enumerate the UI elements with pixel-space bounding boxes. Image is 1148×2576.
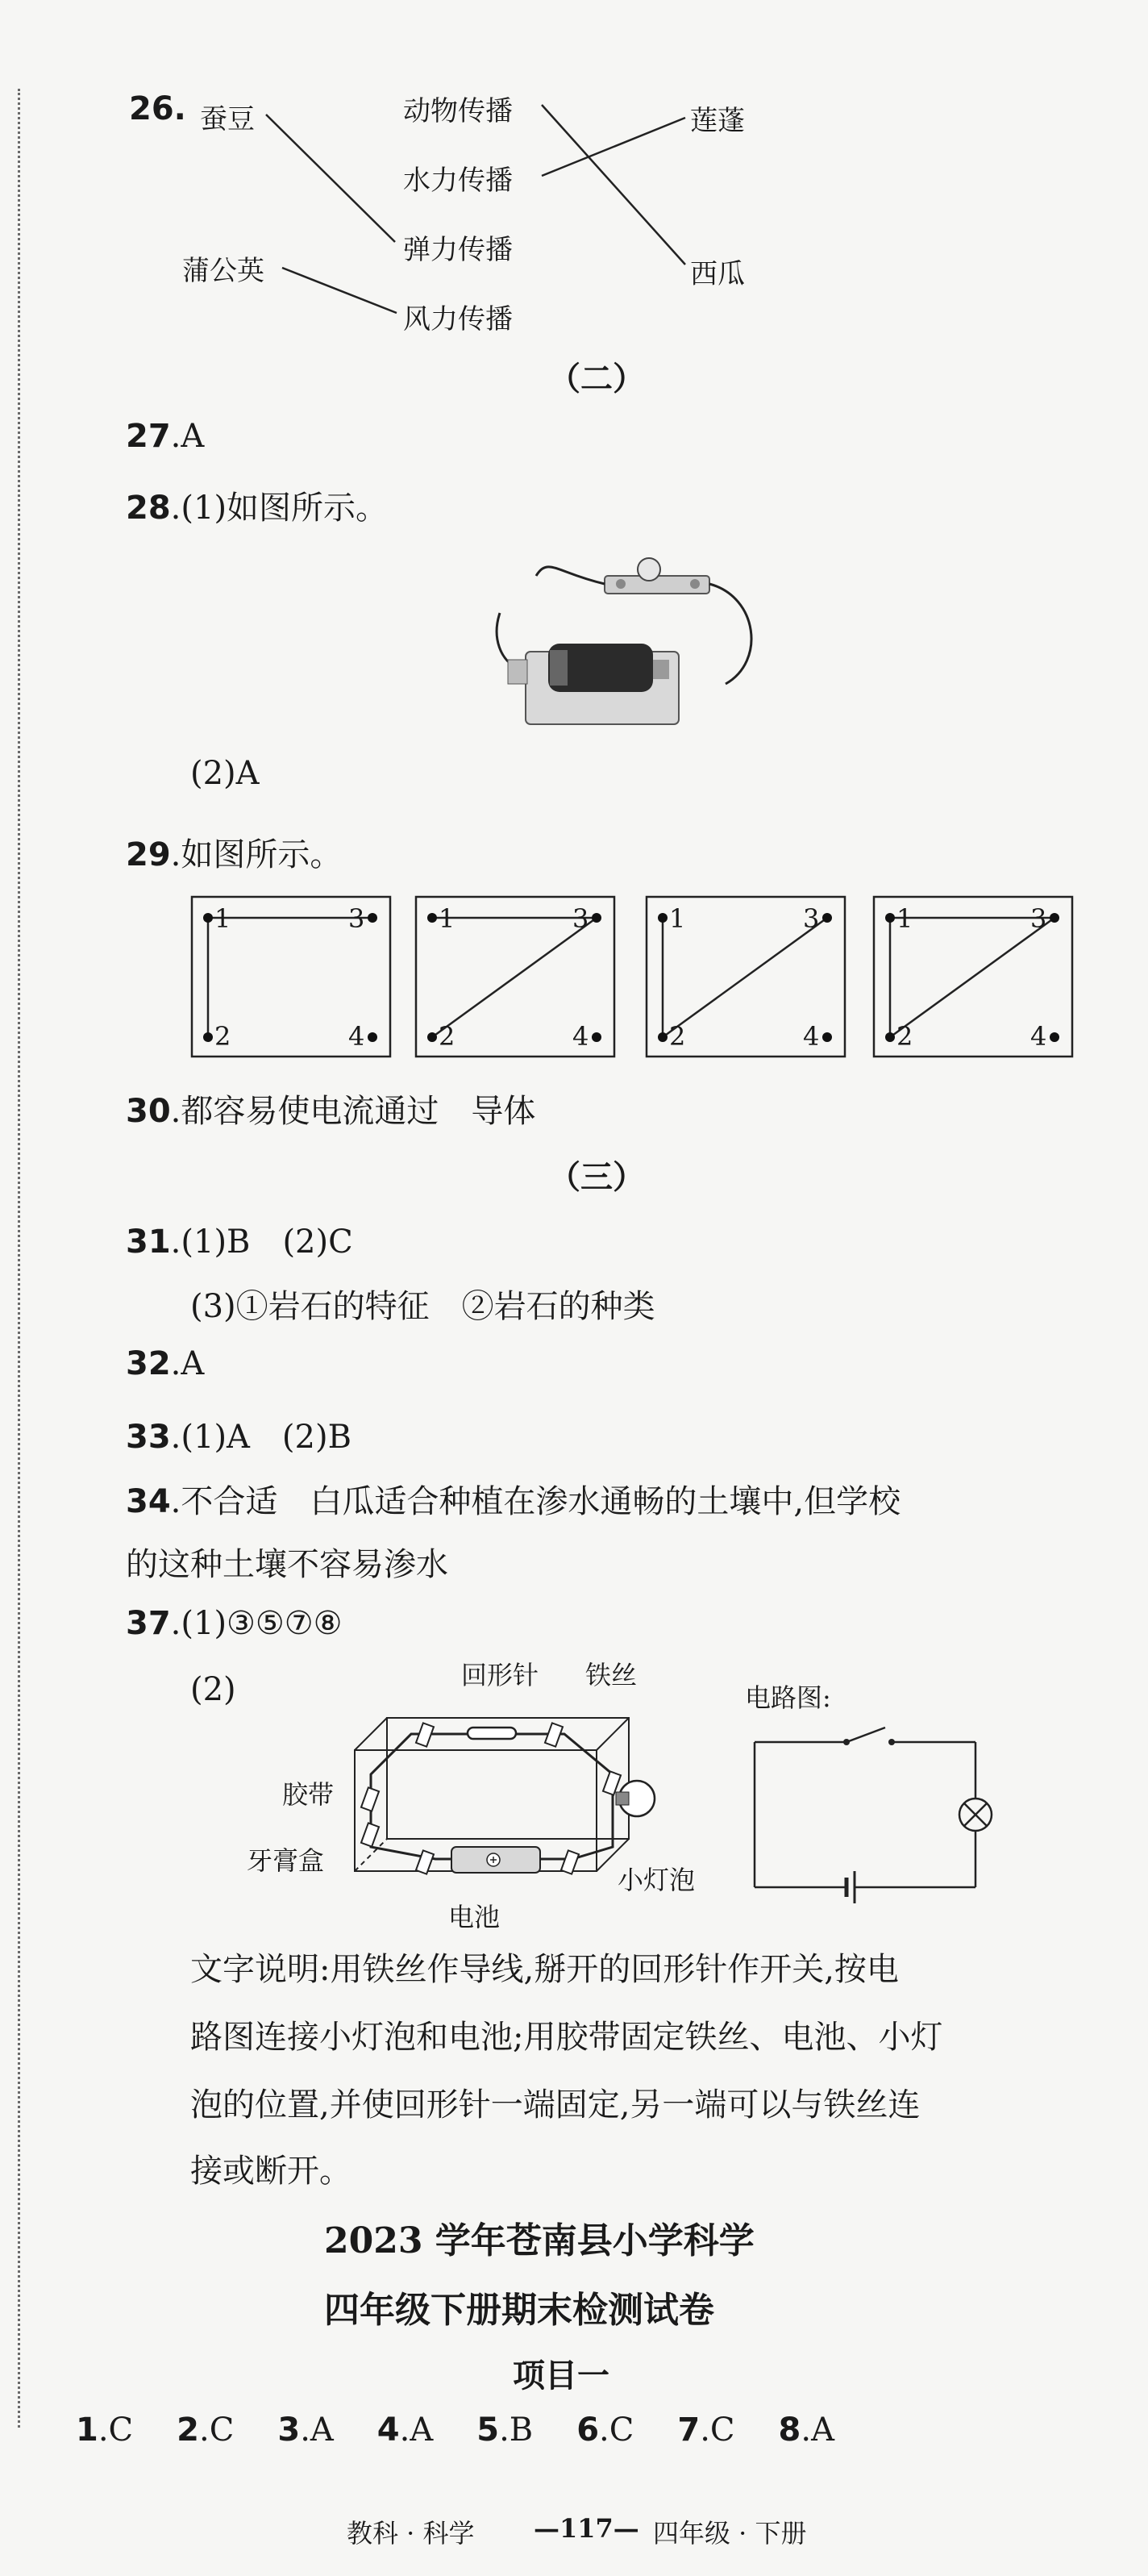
- q34-answer-line2: 的这种土壤不容易渗水: [126, 1546, 448, 1583]
- q26-right-item-1: 西瓜: [690, 258, 745, 290]
- circuit-diagram: [742, 1718, 1000, 1911]
- exam-title-line2: 四年级下册期末检测试卷: [324, 2290, 714, 2331]
- label-bulb: 小灯泡: [618, 1865, 696, 1895]
- q29-p4-label-4: 4: [1030, 1021, 1047, 1052]
- label-toothpaste-box: 牙膏盒: [247, 1845, 325, 1876]
- q26-right-item-0: 莲蓬: [690, 105, 745, 137]
- exam-title-line1: 2023 学年苍南县小学科学: [324, 2220, 755, 2261]
- q29-answer: 29.如图所示。: [126, 836, 343, 873]
- q37-explanation-line2: 路图连接小灯泡和电池;用胶带固定铁丝、电池、小灯: [190, 2019, 943, 2056]
- page-number: —117—: [534, 2513, 639, 2544]
- q29-p2-label-4: 4: [572, 1021, 589, 1052]
- q28-answer: 28.(1)如图所示。: [126, 490, 389, 527]
- q26-left-item-0: 蚕豆: [200, 103, 255, 135]
- answer-3: 3.A: [277, 2411, 334, 2449]
- answer-5: 5.B: [476, 2411, 534, 2449]
- label-battery: 电池: [448, 1902, 501, 1932]
- q26-left-item-1: 蒲公英: [182, 255, 264, 287]
- q29-p4-label-1: 1: [896, 903, 913, 934]
- label-circuit-diagram: 电路图:: [745, 1682, 831, 1713]
- q29-p3-label-1: 1: [669, 903, 686, 934]
- q37-part1: 37.(1)③⑤⑦⑧: [126, 1605, 343, 1642]
- q37-explanation-line4: 接或断开。: [190, 2153, 351, 2190]
- q26-matching-lines: [0, 0, 1148, 339]
- q29-p1-label-4: 4: [348, 1021, 365, 1052]
- q29-p3-label-3: 3: [803, 903, 820, 934]
- q37-part2: (2): [190, 1671, 236, 1708]
- q31-answer-line1: 31.(1)B (2)C: [126, 1223, 353, 1261]
- q26-middle-item-1: 水力传播: [403, 165, 513, 197]
- q31-answer-line2: (3)①岩石的特征 ②岩石的种类: [190, 1288, 655, 1325]
- circuit-photo: [484, 548, 774, 742]
- q33-answer: 33.(1)A (2)B: [126, 1419, 351, 1456]
- q29-p1-label-3: 3: [348, 903, 365, 934]
- footer-right: 四年级 · 下册: [653, 2518, 807, 2549]
- q37-explanation-line1: 文字说明:用铁丝作导线,掰开的回形针作开关,按电: [190, 1951, 899, 1988]
- label-tape: 胶带: [282, 1779, 335, 1810]
- answer-1: 1.C: [76, 2411, 134, 2449]
- q29-panel-lines: [190, 895, 1077, 1065]
- q29-p2-label-1: 1: [439, 903, 455, 934]
- answer-4: 4.A: [376, 2411, 434, 2449]
- q30-answer: 30.都容易使电流通过 导体: [126, 1093, 536, 1130]
- q29-p4-label-2: 2: [896, 1021, 913, 1052]
- footer-left: 教科 · 科学: [347, 2518, 475, 2549]
- exam-section-heading: 项目一: [513, 2357, 609, 2395]
- section-2-heading: （二）: [548, 360, 645, 398]
- q27-answer: 27.A: [126, 418, 205, 455]
- label-paperclip: 回形针: [461, 1660, 539, 1690]
- q26-middle-item-0: 动物传播: [403, 95, 513, 127]
- answer-7: 7.C: [677, 2411, 735, 2449]
- q29-p2-label-2: 2: [439, 1021, 455, 1052]
- exam-answers-row: [76, 2411, 834, 2449]
- binding-dotted-line: [18, 89, 20, 2428]
- q26-middle-item-3: 风力传播: [403, 303, 513, 336]
- answer-6: 6.C: [576, 2411, 634, 2449]
- q26-middle-item-2: 弹力传播: [403, 234, 513, 266]
- q34-answer-line1: 34.不合适 白瓜适合种植在渗水通畅的土壤中,但学校: [126, 1483, 901, 1520]
- q29-p4-label-3: 3: [1030, 903, 1047, 934]
- q32-answer: 32.A: [126, 1345, 205, 1382]
- q29-p1-label-2: 2: [214, 1021, 231, 1052]
- q37-explanation-line3: 泡的位置,并使回形针一端固定,另一端可以与铁丝连: [190, 2086, 921, 2124]
- q26-number: 26.: [129, 90, 186, 127]
- answer-2: 2.C: [177, 2411, 235, 2449]
- label-wire: 铁丝: [585, 1660, 638, 1690]
- answer-8: 8.A: [778, 2411, 834, 2449]
- q29-p3-label-4: 4: [803, 1021, 820, 1052]
- q29-p2-label-3: 3: [572, 903, 589, 934]
- section-3-heading: （三）: [548, 1158, 645, 1196]
- q28-part2: (2)A: [190, 755, 260, 792]
- q29-p3-label-2: 2: [669, 1021, 686, 1052]
- q29-p1-label-1: 1: [214, 903, 231, 934]
